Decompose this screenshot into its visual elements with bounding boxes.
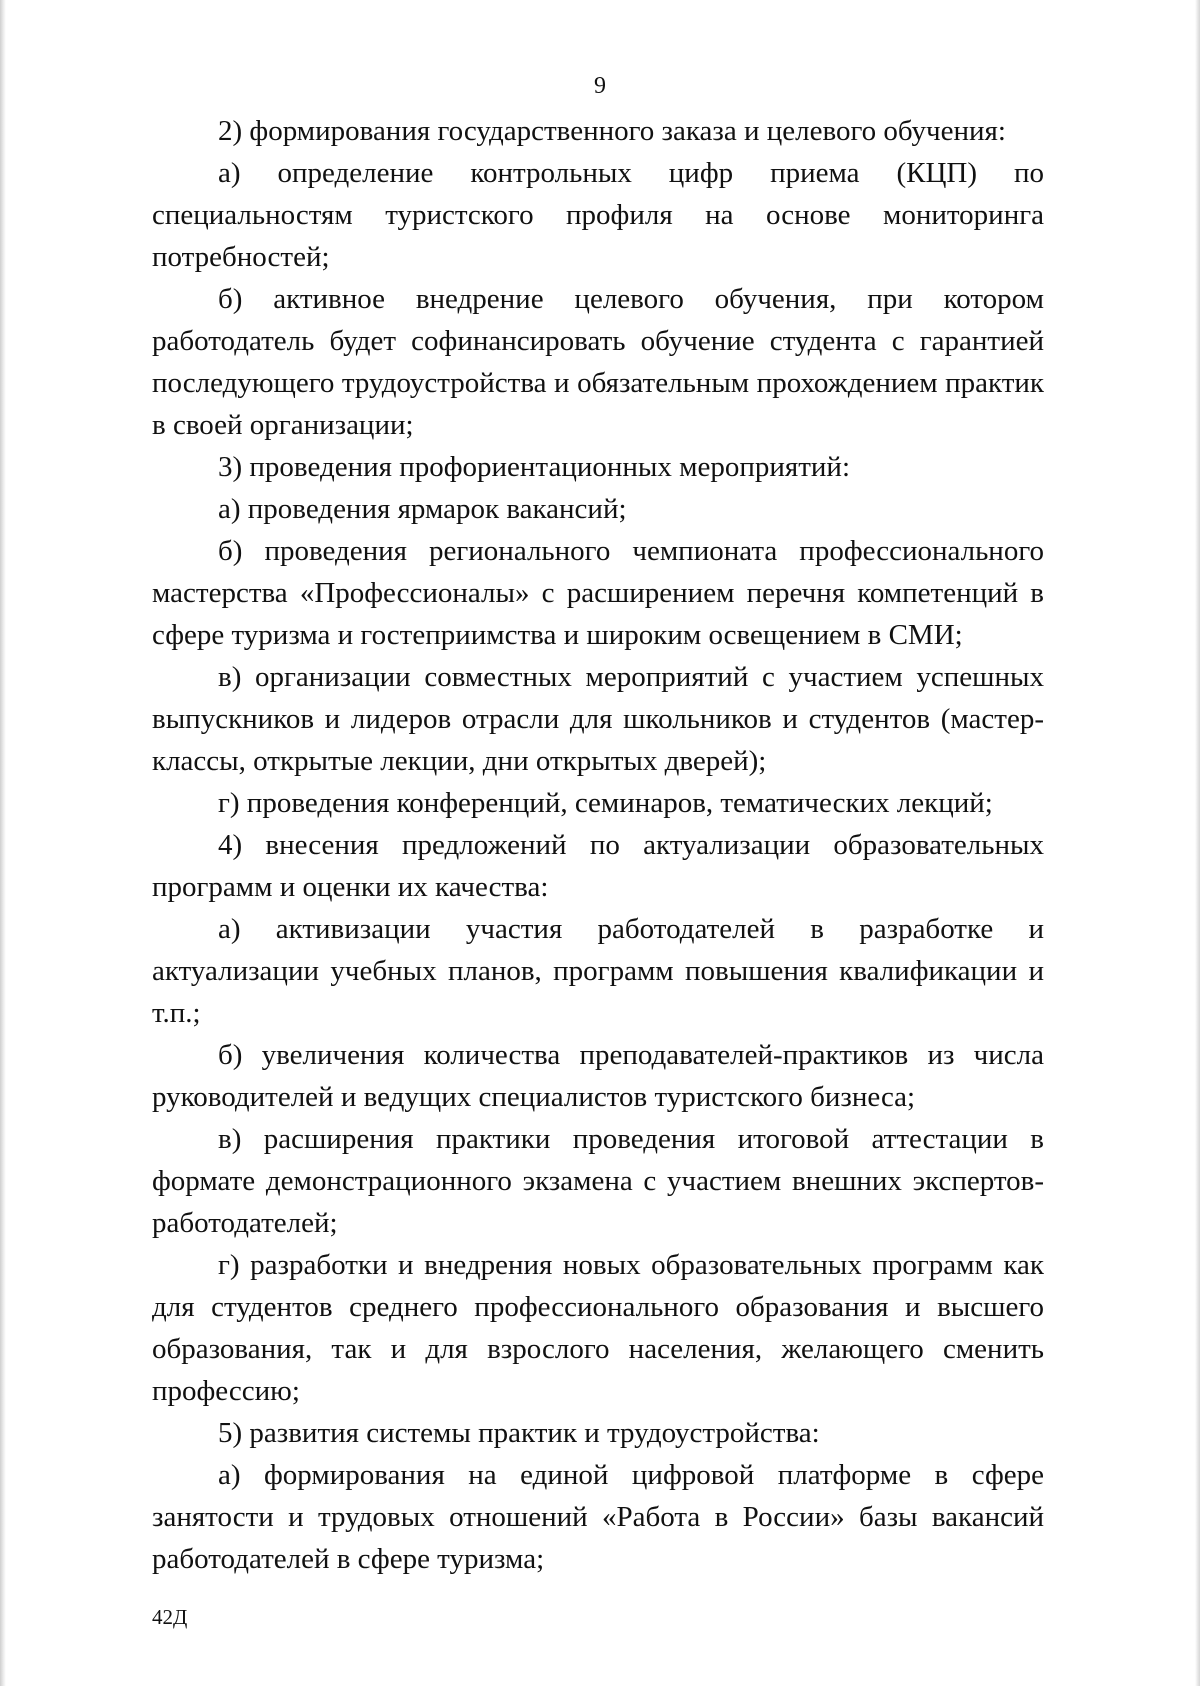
paragraph: а) определение контрольных цифр приема (КЦП) по специальностям туристского профиля на основе мониторинга потребностей; [152, 157, 1044, 273]
page-number: 9 [594, 73, 606, 99]
paragraph: б) увеличения количества преподавателей-практиков из числа руководителей и ведущих специалистов туристского бизнеса; [152, 1039, 1044, 1113]
paragraph: г) разработки и внедрения новых образовательных программ как для студентов среднего профессионального образования и высшего образования, так и для взрослого населения, желающего сменить профессию; [152, 1249, 1044, 1407]
paragraph: а) проведения ярмарок вакансий; [218, 493, 627, 525]
paragraph: б) активное внедрение целевого обучения, при котором работодатель будет софинансировать обучение студента с гарантией последующего трудоустройства и обязательным прохождением практик в своей организации; [152, 283, 1044, 441]
paragraph: б) проведения регионального чемпионата профессионального мастерства «Профессионалы» с расширением перечня компетенций в сфере туризма и гостеприимства и широким освещением в СМИ; [152, 535, 1044, 651]
paragraph: 4) внесения предложений по актуализации образовательных программ и оценки их качества: [152, 829, 1044, 903]
paragraph: в) организации совместных мероприятий с участием успешных выпускников и лидеров отрасли для школьников и студентов (мастер-классы, открытые лекции, дни открытых дверей); [152, 661, 1044, 777]
paragraph: 5) развития системы практик и трудоустройства: [218, 1417, 820, 1449]
paragraph: в) расширения практики проведения итоговой аттестации в формате демонстрационного экзамена с участием внешних экспертов-работодателей; [152, 1123, 1044, 1239]
paragraph: 3) проведения профориентационных мероприятий: [218, 451, 850, 483]
paragraph: а) формирования на единой цифровой платформе в сфере занятости и трудовых отношений «Работа в России» базы вакансий работодателей в сфере туризма; [152, 1459, 1044, 1575]
footer-code: 42Д [152, 1605, 188, 1629]
paragraph: г) проведения конференций, семинаров, тематических лекций; [218, 787, 993, 819]
paragraph: 2) формирования государственного заказа и целевого обучения: [218, 115, 1006, 147]
paragraph: а) активизации участия работодателей в разработке и актуализации учебных планов, программ повышения квалификации и т.п.; [152, 913, 1044, 1029]
document-body [152, 110, 1044, 1580]
